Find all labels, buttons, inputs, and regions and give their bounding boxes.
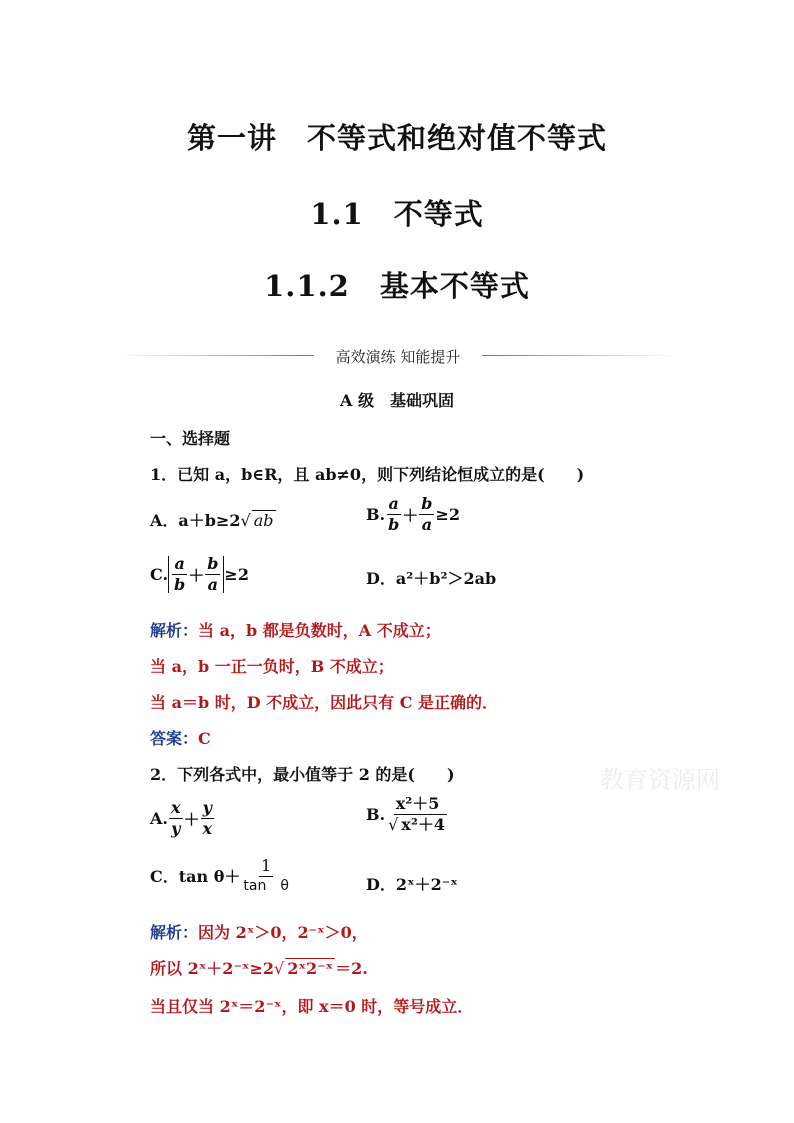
denominator: tan θ — [243, 878, 289, 894]
q1-option-b-suffix: ≥2 — [435, 505, 461, 524]
numerator: x²＋5 — [395, 794, 440, 813]
q2-option-b-prefix: B. — [366, 805, 386, 824]
answer-label: 答案： — [150, 729, 199, 748]
numerator: a — [388, 494, 399, 513]
denominator: b — [174, 575, 186, 594]
section-title: 1.1 不等式 — [310, 197, 484, 231]
separator — [118, 348, 678, 364]
denominator — [386, 815, 449, 833]
q2-option-b — [366, 796, 450, 833]
denominator: b — [388, 515, 400, 534]
sqrt-icon: √ — [274, 959, 285, 978]
plus-sign: ＋ — [402, 506, 419, 525]
q1-option-b-prefix: B. — [366, 505, 386, 524]
fraction — [169, 800, 183, 837]
numerator: 1 — [261, 856, 272, 875]
fraction — [241, 858, 291, 893]
numerator: b — [421, 494, 433, 513]
q2-analysis-3: 当且仅当 2ˣ＝2⁻ˣ，即 x＝0 时，等号成立． — [150, 997, 474, 1016]
q2-stem: 2．下列各式中，最小值等于 2 的是( ) — [150, 765, 455, 784]
q1-option-c-suffix: ≥2 — [224, 565, 249, 584]
fraction — [201, 800, 215, 837]
q2-option-c-prefix: C．tan θ＋ — [150, 867, 241, 886]
subsection-title: 1.1.2 基本不等式 — [264, 269, 530, 303]
answer-value: C — [198, 729, 211, 748]
analysis-text: 所以 2ˣ＋2⁻ˣ≥2 — [150, 959, 275, 978]
sqrt-icon: √ — [240, 511, 251, 530]
q1-option-c — [150, 556, 249, 593]
q1-option-c-prefix: C. — [150, 565, 169, 584]
fraction — [172, 556, 187, 593]
numerator: y — [202, 798, 212, 817]
analysis-label: 解析： — [150, 923, 199, 942]
q1-option-d: D．a²＋b²＞2ab — [366, 569, 497, 588]
fraction — [386, 496, 401, 533]
plus-sign: ＋ — [183, 810, 200, 829]
q2-option-d: D．2ˣ＋2⁻ˣ — [366, 875, 458, 894]
radicand: x²＋4 — [401, 815, 445, 834]
separator-text: 高效演练 知能提升 — [335, 348, 461, 366]
separator-line-right — [482, 355, 678, 356]
q1-option-b — [366, 496, 460, 533]
chapter-title: 第一讲 不等式和绝对值不等式 — [186, 121, 607, 155]
part-heading: 一、选择题 — [150, 429, 231, 448]
q1-analysis-2: 当 a，b 一正一负时，B 不成立； — [150, 657, 394, 676]
fraction — [205, 556, 220, 593]
level-heading: A 级 基础巩固 — [340, 391, 454, 410]
q1-option-a-text: A．a＋b≥2 — [150, 511, 241, 530]
analysis-text: 因为 2ˣ＞0，2⁻ˣ＞0， — [198, 923, 368, 942]
separator-line-left — [118, 355, 314, 356]
q2-option-c — [150, 858, 292, 893]
q1-option-a-radicand: ab — [253, 511, 274, 530]
q1-stem: 1．已知 a，b∈R，且 ab≠0，则下列结论恒成立的是( ) — [150, 465, 585, 484]
sqrt-icon: √ — [388, 815, 399, 834]
numerator: x — [170, 798, 181, 817]
fraction — [419, 496, 434, 533]
q1-analysis-3: 当 a＝b 时，D 不成立，因此只有 C 是正确的． — [150, 693, 499, 712]
denominator: a — [421, 515, 433, 534]
numerator: a — [174, 554, 185, 573]
denominator: y — [171, 819, 181, 838]
q2-option-a — [150, 800, 215, 837]
analysis-label: 解析： — [150, 621, 199, 640]
q1-analysis-1 — [150, 618, 441, 641]
numerator: b — [207, 554, 219, 573]
denominator: x — [202, 819, 213, 838]
absolute-value — [168, 556, 224, 593]
analysis-text: ＝2. — [335, 959, 368, 978]
plus-sign: ＋ — [188, 566, 205, 585]
q2-analysis-1 — [150, 920, 368, 943]
denominator: a — [207, 575, 219, 594]
q1-answer — [150, 726, 211, 749]
radicand: 2ˣ2⁻ˣ — [287, 959, 334, 978]
watermark: 教育资源网 — [600, 766, 720, 794]
fraction — [386, 796, 449, 833]
q2-option-a-prefix: A. — [150, 809, 168, 828]
q2-analysis-2 — [150, 956, 368, 979]
analysis-text: 当 a，b 都是负数时，A 不成立； — [198, 621, 441, 640]
q1-option-a — [150, 508, 276, 531]
